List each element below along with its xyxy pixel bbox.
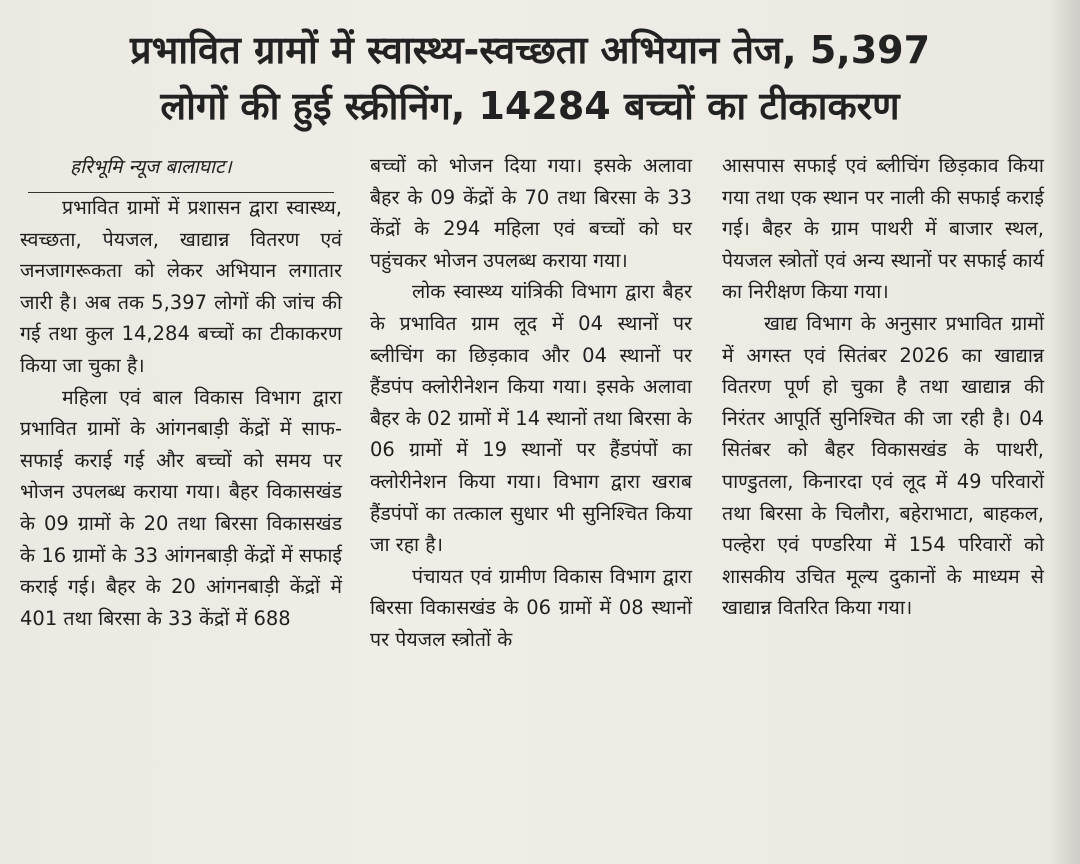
- paragraph: महिला एवं बाल विकास विभाग द्वारा प्रभावित ग्रामों के आंगनबाड़ी केंद्रों में साफ-सफाई कराई गई और बच्चों को समय पर भोजन उपलब्ध कराया गया। बैहर विकासखंड के 09 ग्रामों के 20 तथा बिरसा विकासखंड के 16 ग्रामों के 33 आंगनबाड़ी केंद्रों में सफाई कराई गई। बैहर के 20 आंगनबाड़ी केंद्रों में 401 तथा बिरसा के 33 केंद्रों में 688: [20, 385, 342, 630]
- page-edge-shadow: [1048, 0, 1080, 864]
- byline-rule: [28, 192, 334, 193]
- article-column-2: [370, 150, 692, 656]
- headline-line-1: प्रभावित ग्रामों में स्वास्थ्य-स्वच्छता अभियान तेज, 5,397: [129, 28, 931, 72]
- paragraph: बच्चों को भोजन दिया गया। इसके अलावा बैहर के 09 केंद्रों के 70 तथा बिरसा के 33 केंद्रों के 294 महिला एवं बच्चों को घर पहुंचकर भोजन उपलब्ध कराया गया।: [370, 154, 692, 272]
- headline: [20, 22, 1040, 134]
- byline: हरिभूमि न्यूज बालाघाट।: [70, 156, 232, 178]
- article-column-1: [20, 150, 342, 634]
- paragraph: पंचायत एवं ग्रामीण विकास विभाग द्वारा बिरसा विकासखंड के 06 ग्रामों में 08 स्थानों पर पेयजल स्त्रोतों के: [370, 564, 692, 651]
- paragraph: खाद्य विभाग के अनुसार प्रभावित ग्रामों में अगस्त एवं सितंबर 2026 का खाद्यान्न वितरण पूर्ण हो चुका है तथा खाद्यान्न की निरंतर आपूर्ति सुनिश्चित की जा रही है। 04 सितंबर को बैहर विकासखंड के पाथरी, पाण्डुतला, किनारदा एवं लूद में 49 परिवारों तथा बिरसा के चिलौरा, बहेराभाटा, बाहकल, पल्हेरा एवं पण्डरिया में 154 परिवारों को शासकीय उचित मूल्य दुकानों के माध्यम से खाद्यान्न वितरित किया गया।: [722, 311, 1044, 620]
- paragraph: आसपास सफाई एवं ब्लीचिंग छिड़काव किया गया तथा एक स्थान पर नाली की सफाई कराई गई। बैहर के ग्राम पाथरी में बाजार स्थल, पेयजल स्त्रोतों एवं अन्य स्थानों पर सफाई कार्य का निरीक्षण किया गया।: [722, 154, 1044, 304]
- headline-line-2: लोगों की हुई स्क्रीनिंग, 14284 बच्चों का टीकाकरण: [160, 84, 900, 128]
- paragraph: प्रभावित ग्रामों में प्रशासन द्वारा स्वास्थ्य, स्वच्छता, पेयजल, खाद्यान्न वितरण एवं जनजागरूकता को लेकर अभियान लगातार जारी है। अब तक 5,397 लोगों की जांच की गई तथा कुल 14,284 बच्चों का टीकाकरण किया जा चुका है।: [20, 196, 342, 377]
- paragraph: लोक स्वास्थ्य यांत्रिकी विभाग द्वारा बैहर के प्रभावित ग्राम लूद में 04 स्थानों पर ब्लीचिंग का छिड़काव और 04 स्थानों पर हैंडपंप क्लोरीनेशन किया गया। इसके अलावा बैहर के 02 ग्रामों में 14 स्थानों तथा बिरसा के 06 ग्रामों में 19 स्थानों पर हैंडपंपों का क्लोरीनेशन किया गया। विभाग द्वारा खराब हैंडपंपों का तत्काल सुधार भी सुनिश्चित किया जा रहा है।: [370, 280, 692, 557]
- article-column-3: [722, 150, 1044, 624]
